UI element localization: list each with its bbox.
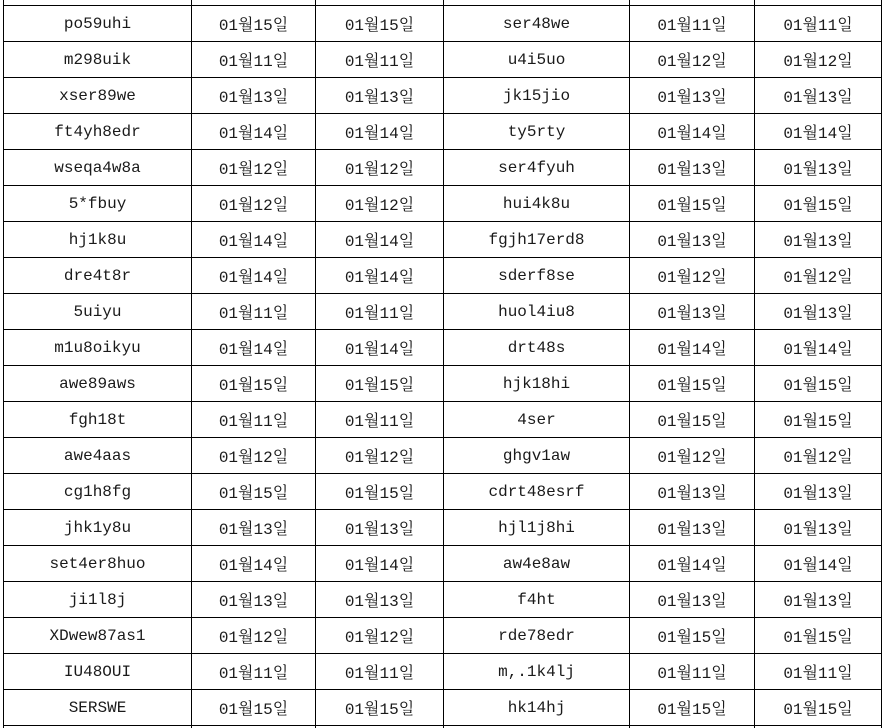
table-row bbox=[4, 330, 882, 366]
date-cell[interactable]: 01월12일 bbox=[630, 438, 755, 474]
id-cell[interactable]: XDwew87as1 bbox=[4, 618, 192, 654]
date-cell[interactable]: 01월15일 bbox=[630, 618, 755, 654]
id-cell[interactable]: fgh18t bbox=[4, 402, 192, 438]
table-row bbox=[4, 6, 882, 42]
date-cell[interactable]: 01월13일 bbox=[755, 222, 882, 258]
date-cell[interactable]: 01월12일 bbox=[630, 42, 755, 78]
date-cell[interactable]: 01월15일 bbox=[630, 366, 755, 402]
table-row bbox=[4, 294, 882, 330]
id-cell[interactable]: aw4e8aw bbox=[444, 546, 630, 582]
date-cell[interactable]: 01월15일 bbox=[192, 6, 316, 42]
id-cell[interactable]: hj1k8u bbox=[4, 222, 192, 258]
date-cell[interactable]: 01월15일 bbox=[755, 618, 882, 654]
date-cell[interactable]: 01월12일 bbox=[755, 42, 882, 78]
date-cell[interactable]: 01월11일 bbox=[192, 42, 316, 78]
date-cell[interactable]: 01월13일 bbox=[316, 78, 444, 114]
date-cell[interactable]: 01월14일 bbox=[316, 546, 444, 582]
id-cell[interactable]: sderf8se bbox=[444, 258, 630, 294]
id-cell[interactable]: SERSWE bbox=[4, 690, 192, 726]
date-cell[interactable]: 01월11일 bbox=[316, 42, 444, 78]
date-cell[interactable]: 01월11일 bbox=[192, 654, 316, 690]
date-cell[interactable]: 01월15일 bbox=[316, 366, 444, 402]
id-cell[interactable]: ser48we bbox=[444, 6, 630, 42]
date-cell[interactable]: 01월15일 bbox=[316, 690, 444, 726]
date-cell[interactable]: 01월12일 bbox=[192, 438, 316, 474]
date-cell[interactable]: 01월13일 bbox=[630, 294, 755, 330]
id-cell[interactable]: ji1l8j bbox=[4, 582, 192, 618]
table-row bbox=[4, 222, 882, 258]
date-cell[interactable]: 01월15일 bbox=[192, 690, 316, 726]
date-cell[interactable]: 01월15일 bbox=[755, 366, 882, 402]
date-cell[interactable]: 01월11일 bbox=[316, 294, 444, 330]
id-cell[interactable]: ghgv1aw bbox=[444, 438, 630, 474]
id-cell[interactable]: 4ser bbox=[444, 402, 630, 438]
id-cell[interactable]: set4er8huo bbox=[4, 546, 192, 582]
date-cell[interactable]: 01월15일 bbox=[755, 690, 882, 726]
date-cell[interactable]: 01월13일 bbox=[755, 294, 882, 330]
table-row bbox=[4, 618, 882, 654]
id-cell[interactable]: ft4yh8edr bbox=[4, 114, 192, 150]
table-row bbox=[4, 78, 882, 114]
id-cell[interactable]: wseqa4w8a bbox=[4, 150, 192, 186]
date-cell[interactable]: 01월14일 bbox=[192, 546, 316, 582]
date-cell[interactable]: 01월13일 bbox=[630, 78, 755, 114]
id-cell[interactable]: ty5rty bbox=[444, 114, 630, 150]
date-cell[interactable]: 01월13일 bbox=[755, 150, 882, 186]
date-cell[interactable]: 01월13일 bbox=[755, 474, 882, 510]
sheet-area bbox=[3, 0, 882, 728]
date-cell[interactable]: 01월14일 bbox=[755, 330, 882, 366]
date-cell[interactable]: 01월14일 bbox=[755, 546, 882, 582]
table-row bbox=[4, 510, 882, 546]
date-cell[interactable]: 01월13일 bbox=[316, 582, 444, 618]
table-row bbox=[4, 402, 882, 438]
table-row bbox=[4, 366, 882, 402]
date-cell[interactable]: 01월14일 bbox=[316, 114, 444, 150]
id-cell[interactable]: rde78edr bbox=[444, 618, 630, 654]
date-cell[interactable]: 01월13일 bbox=[755, 582, 882, 618]
date-cell[interactable]: 01월15일 bbox=[316, 474, 444, 510]
date-cell[interactable]: 01월14일 bbox=[316, 258, 444, 294]
date-cell[interactable]: 01월15일 bbox=[630, 402, 755, 438]
date-cell[interactable]: 01월14일 bbox=[316, 222, 444, 258]
date-cell[interactable]: 01월15일 bbox=[192, 474, 316, 510]
id-cell[interactable]: dre4t8r bbox=[4, 258, 192, 294]
date-cell[interactable]: 01월11일 bbox=[316, 402, 444, 438]
date-cell[interactable]: 01월11일 bbox=[192, 402, 316, 438]
table-row bbox=[4, 258, 882, 294]
id-cell[interactable]: jhk1y8u bbox=[4, 510, 192, 546]
id-cell[interactable]: 5*fbuy bbox=[4, 186, 192, 222]
date-cell[interactable]: 01월15일 bbox=[630, 690, 755, 726]
date-cell[interactable]: 01월14일 bbox=[630, 114, 755, 150]
date-cell[interactable]: 01월11일 bbox=[755, 6, 882, 42]
date-cell[interactable]: 01월13일 bbox=[630, 582, 755, 618]
table-row bbox=[4, 114, 882, 150]
id-cell[interactable]: m,.1k4lj bbox=[444, 654, 630, 690]
id-cell[interactable]: hk14hj bbox=[444, 690, 630, 726]
id-cell[interactable]: hjk18hi bbox=[444, 366, 630, 402]
date-cell[interactable]: 01월12일 bbox=[630, 258, 755, 294]
date-cell[interactable]: 01월12일 bbox=[192, 150, 316, 186]
date-cell[interactable]: 01월13일 bbox=[192, 78, 316, 114]
date-cell[interactable]: 01월13일 bbox=[755, 510, 882, 546]
date-cell[interactable]: 01월12일 bbox=[755, 258, 882, 294]
id-cell[interactable]: huol4iu8 bbox=[444, 294, 630, 330]
table-row bbox=[4, 690, 882, 726]
table-row bbox=[4, 42, 882, 78]
date-cell[interactable]: 01월11일 bbox=[192, 294, 316, 330]
id-cell[interactable]: 5uiyu bbox=[4, 294, 192, 330]
date-cell[interactable]: 01월14일 bbox=[192, 222, 316, 258]
date-cell[interactable]: 01월12일 bbox=[192, 186, 316, 222]
id-cell[interactable]: f4ht bbox=[444, 582, 630, 618]
id-cell[interactable]: IU48OUI bbox=[4, 654, 192, 690]
date-cell[interactable]: 01월12일 bbox=[316, 618, 444, 654]
id-cell[interactable]: ser4fyuh bbox=[444, 150, 630, 186]
date-cell[interactable]: 01월13일 bbox=[192, 510, 316, 546]
id-cell[interactable]: fgjh17erd8 bbox=[444, 222, 630, 258]
date-cell[interactable]: 01월11일 bbox=[316, 654, 444, 690]
date-cell[interactable]: 01월12일 bbox=[316, 150, 444, 186]
date-cell[interactable]: 01월13일 bbox=[316, 510, 444, 546]
date-cell[interactable]: 01월13일 bbox=[630, 474, 755, 510]
data-table bbox=[3, 0, 882, 728]
date-cell[interactable]: 01월13일 bbox=[630, 150, 755, 186]
date-cell[interactable]: 01월14일 bbox=[192, 330, 316, 366]
date-cell[interactable]: 01월14일 bbox=[192, 258, 316, 294]
date-cell[interactable]: 01월12일 bbox=[316, 438, 444, 474]
date-cell[interactable]: 01월14일 bbox=[316, 330, 444, 366]
id-cell[interactable]: hui4k8u bbox=[444, 186, 630, 222]
table-row bbox=[4, 546, 882, 582]
table-row bbox=[4, 186, 882, 222]
id-cell[interactable]: cdrt48esrf bbox=[444, 474, 630, 510]
date-cell[interactable]: 01월13일 bbox=[630, 510, 755, 546]
date-cell[interactable]: 01월12일 bbox=[755, 438, 882, 474]
date-cell[interactable]: 01월11일 bbox=[630, 6, 755, 42]
id-cell[interactable]: u4i5uo bbox=[444, 42, 630, 78]
id-cell[interactable]: awe4aas bbox=[4, 438, 192, 474]
date-cell[interactable]: 01월15일 bbox=[755, 402, 882, 438]
id-cell[interactable]: jk15jio bbox=[444, 78, 630, 114]
date-cell[interactable]: 01월14일 bbox=[755, 114, 882, 150]
date-cell[interactable]: 01월15일 bbox=[630, 186, 755, 222]
id-cell[interactable]: cg1h8fg bbox=[4, 474, 192, 510]
date-cell[interactable]: 01월11일 bbox=[755, 654, 882, 690]
id-cell[interactable]: m298uik bbox=[4, 42, 192, 78]
id-cell[interactable]: m1u8oikyu bbox=[4, 330, 192, 366]
date-cell[interactable]: 01월13일 bbox=[192, 582, 316, 618]
table-row bbox=[4, 438, 882, 474]
date-cell[interactable]: 01월12일 bbox=[316, 186, 444, 222]
table-row bbox=[4, 150, 882, 186]
table-row bbox=[4, 582, 882, 618]
date-cell[interactable]: 01월14일 bbox=[630, 546, 755, 582]
date-cell[interactable]: 01월13일 bbox=[755, 78, 882, 114]
date-cell[interactable]: 01월15일 bbox=[755, 186, 882, 222]
date-cell[interactable]: 01월14일 bbox=[630, 330, 755, 366]
date-cell[interactable]: 01월12일 bbox=[192, 618, 316, 654]
id-cell[interactable]: hjl1j8hi bbox=[444, 510, 630, 546]
id-cell[interactable]: awe89aws bbox=[4, 366, 192, 402]
date-cell[interactable]: 01월14일 bbox=[192, 114, 316, 150]
table-row bbox=[4, 654, 882, 690]
date-cell[interactable]: 01월15일 bbox=[192, 366, 316, 402]
id-cell[interactable]: xser89we bbox=[4, 78, 192, 114]
id-cell[interactable]: po59uhi bbox=[4, 6, 192, 42]
id-cell[interactable]: drt48s bbox=[444, 330, 630, 366]
date-cell[interactable]: 01월11일 bbox=[630, 654, 755, 690]
date-cell[interactable]: 01월13일 bbox=[630, 222, 755, 258]
date-cell[interactable]: 01월15일 bbox=[316, 6, 444, 42]
table-row bbox=[4, 474, 882, 510]
